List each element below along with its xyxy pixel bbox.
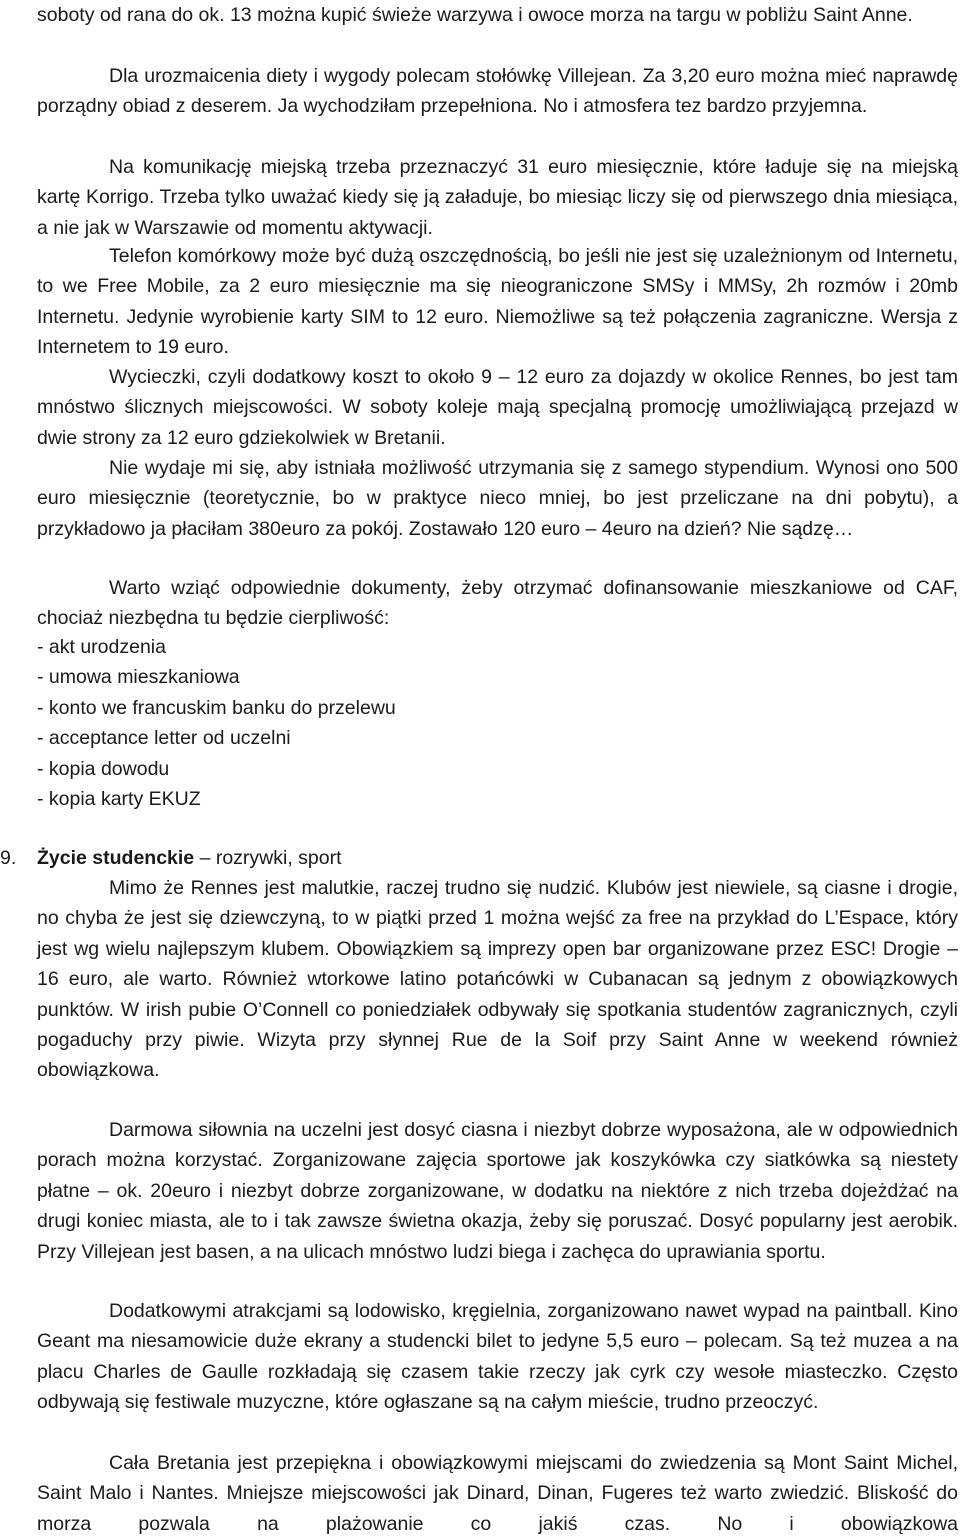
list-item: - konto we francuskim banku do przelewu bbox=[37, 697, 396, 719]
list-item: - akt urodzenia bbox=[37, 636, 166, 658]
paragraph-caf-documents: Warto wziąć odpowiednie dokumenty, żeby otrzymać dofinansowanie mieszkaniowe od CAF, chociaż niezbędna tu będzie cierpliwość: bbox=[37, 577, 958, 630]
section-number: 9. bbox=[0, 847, 17, 869]
list-item: - kopia dowodu bbox=[37, 758, 170, 780]
paragraph-transport: Na komunikację miejską trzeba przeznaczyć 31 euro miesięcznie, które ładuje się na miejską kartę Korrigo. Trzeba tylko uważać kiedy się ją załaduje, bo miesiąc liczy się od pierwszego dnia miesiąca, a nie jak w Warszawie od momentu aktywacji. bbox=[37, 156, 958, 239]
paragraph-stipend: Nie wydaje mi się, aby istniała możliwość utrzymania się z samego stypendium. Wynosi ono 500 euro miesięcznie (teoretycznie, bo w praktyce nieco mniej, bo jest przeliczane na dni pobytu), a przykładowo ja płaciłam 380euro za pokój. Zostawało 120 euro – 4euro na dzień? Nie sądzę… bbox=[37, 457, 958, 540]
section-title-bold: Życie studenckie bbox=[37, 847, 195, 869]
section-heading bbox=[37, 843, 342, 873]
paragraph-nightlife: Mimo że Rennes jest malutkie, raczej trudno się nudzić. Klubów jest niewiele, są ciasne i drogie, no chyba że jest się dziewczyną, to w piątki przed 1 można wejść za free na przykład do L’Espace, który jest wg wielu najlepszym klubem. Obowiązkiem są imprezy open bar organizowane przez ESC! Drogie – 16 euro, ale warto. Również wtorkowe latino potańcówki w Cubanacan są jednym z obowiązkowych punktów. W irish pubie O’Connell co poniedziałek odbywały się spotkania studentów zagranicznych, czyli pogaduchy przy piwie. Wizyta przy słynnej Rue de la Soif przy Saint Anne w weekend również obowiązkowa. bbox=[37, 877, 958, 1082]
list-item: - kopia karty EKUZ bbox=[37, 788, 201, 810]
list-item: - acceptance letter od uczelni bbox=[37, 727, 291, 749]
list-item: - umowa mieszkaniowa bbox=[37, 666, 240, 688]
paragraph-market: soboty od rana do ok. 13 można kupić świeże warzywa i owoce morza na targu w pobliżu Saint Anne. bbox=[37, 4, 913, 26]
paragraph-attractions: Dodatkowymi atrakcjami są lodowisko, kręgielnia, zorganizowano nawet wypad na paintball. Kino Geant ma niesamowicie duże ekrany a studencki bilet to jedyne 5,5 euro – polecam. Są też muzea a na placu Charles de Gaulle rozkładają się czasem takie rzeczy jak cyrk czy wesołe miasteczko. Często odbywają się festiwale muzyczne, które ogłaszane są na całym mieście, trudno przeoczyć. bbox=[37, 1300, 958, 1414]
paragraph-phone: Telefon komórkowy może być dużą oszczędnością, bo jeśli nie jest się uzależnionym od Internetu, to we Free Mobile, za 2 euro miesięcznie ma się nieograniczone SMSy i MMSy, 2h rozmów i 20mb Internetu. Jedynie wyrobienie karty SIM to 12 euro. Niemożliwe są też połączenia zagraniczne. Wersja z Internetem to 19 euro. bbox=[37, 245, 958, 359]
section-title-rest: – rozrywki, sport bbox=[194, 847, 342, 869]
paragraph-canteen: Dla urozmaicenia diety i wygody polecam stołówkę Villejean. Za 3,20 euro można mieć naprawdę porządny obiad z deserem. Ja wychodziłam przepełniona. No i atmosfera tez bardzo przyjemna. bbox=[37, 65, 958, 118]
paragraph-bretagne: Cała Bretania jest przepiękna i obowiązkowymi miejscami do zwiedzenia są Mont Saint Michel, Saint Malo i Nantes. Mniejsze miejscowości jak Dinard, Dinan, Fugeres też warto zwiedzić. Bliskość do morza pozwala na plażowanie co jakiś czas. No i obowiązkowa bbox=[37, 1452, 958, 1535]
paragraph-trips: Wycieczki, czyli dodatkowy koszt to około 9 – 12 euro za dojazdy w okolice Rennes, bo jest tam mnóstwo ślicznych miejscowości. W soboty koleje mają specjalną promocję umożliwiającą przejazd w dwie strony za 12 euro gdziekolwiek w Bretanii. bbox=[37, 366, 958, 449]
paragraph-sport: Darmowa siłownia na uczelni jest dosyć ciasna i niezbyt dobrze wyposażona, ale w odpowiednich porach można korzystać. Zorganizowane zajęcia sportowe jak koszykówka czy siatkówka są niestety płatne – ok. 20euro i niezbyt dobrze zorganizowane, w dodatku na niektóre z nich trzeba dojeżdżać na drugi koniec miasta, ale to i tak zawsze świetna okazja, żeby się poruszać. Dosyć popularny jest aerobik. Przy Villejean jest basen, a na ulicach mnóstwo ludzi biega i zachęca do uprawiania sportu. bbox=[37, 1119, 958, 1263]
